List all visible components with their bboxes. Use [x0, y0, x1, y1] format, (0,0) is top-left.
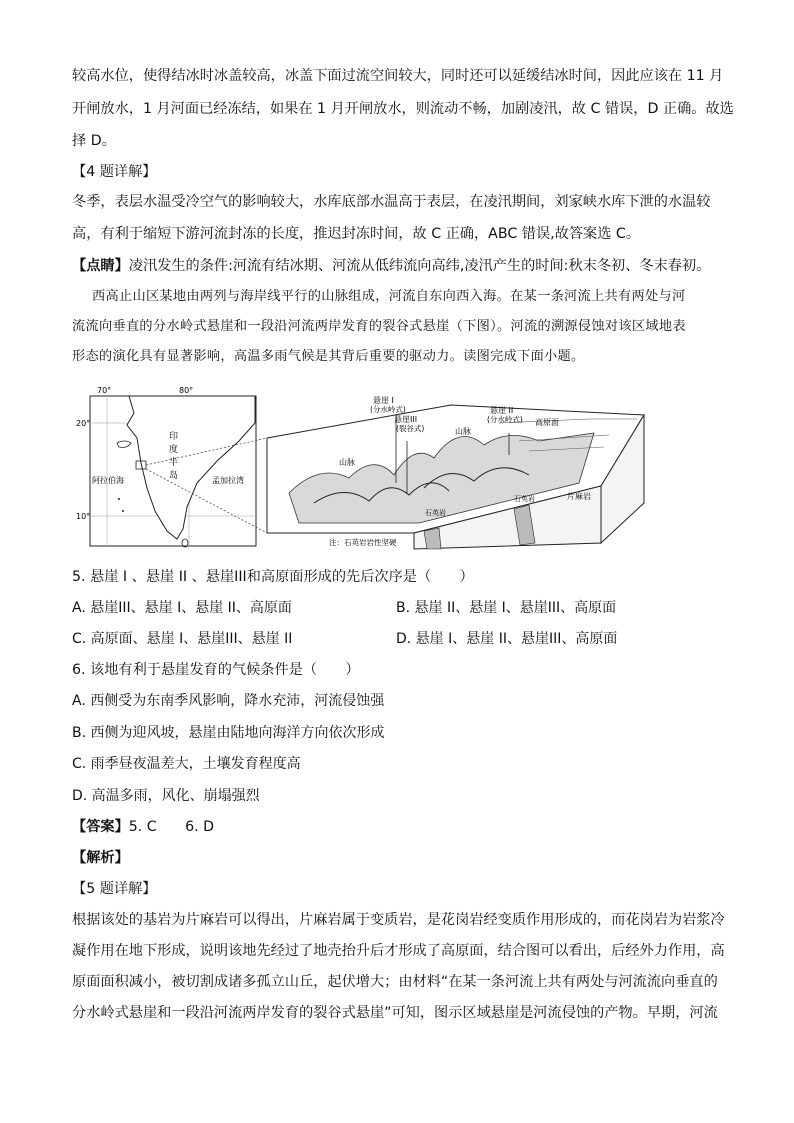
quartzite-label-1: 石英岩: [425, 509, 446, 517]
block-diagram: [267, 395, 644, 549]
text-line-2: 开闸放水，1 月河面已经冻结，如果在 1 月开闸放水，则流动不畅，加剧凌汛，故 C 错误，D 正确。故选: [72, 101, 734, 117]
region-char-4: 岛: [169, 471, 179, 481]
cliff2-label: 悬崖 II: [490, 406, 514, 415]
dianjing-line: [72, 256, 710, 276]
quartzite-label-2: 石英岩: [514, 495, 535, 503]
figure-note: 注：石英岩岩性坚硬: [329, 538, 397, 547]
material-line-2: 流流向垂直的分水岭式悬崖和一段沿河流两岸发育的裂谷式悬崖（下图）。河流的溯源侵蚀对该区域地表: [72, 319, 686, 334]
region-char-1: 印: [169, 432, 179, 442]
lon-label-80: 80°: [179, 386, 194, 395]
q5-option-c: C. 高原面、悬崖 I、悬崖III、悬崖 II: [72, 631, 293, 647]
text-line-3: 择 D。: [72, 133, 116, 149]
mountain-label-1: 山脉: [339, 458, 355, 467]
dianjing-label: 【点睛】: [72, 258, 129, 274]
q6-option-a: A. 西侧受为东南季风影响，降水充沛，河流侵蚀强: [72, 693, 385, 709]
answer-line: [72, 817, 214, 837]
region-char-2: 度: [169, 445, 179, 455]
q5-option-a: A. 悬崖III、悬崖 I、悬崖 II、高原面: [72, 600, 292, 616]
india-map: [76, 386, 267, 547]
sea-arabian: 阿拉伯海: [92, 476, 124, 485]
material-line-3: 形态的演化具有显著影响，高温多雨气候是其背后重要的驱动力。读图完成下面小题。: [72, 349, 585, 364]
cliff1-label: 悬崖 I: [373, 396, 394, 405]
plateau-label: 高原面: [535, 418, 559, 427]
q5-detail-line-4: 分水岭式悬崖和一段沿河流两岸发育的裂谷式悬崖”可知，图示区域悬崖是河流侵蚀的产物。早期，河流: [72, 1005, 718, 1021]
text-line-4b: 高，有利于缩短下游河流封冻的长度，推迟封冻时间，故 C 正确，ABC 错误,故答案选 C。: [72, 226, 641, 242]
text-line-1: 较高水位，使得结冰时冰盖较高，冰盖下面过流空间较大，同时还可以延缓结冰时间，因此应该在 11 月: [72, 68, 724, 84]
q5-detail-line-2: 凝作用在地下形成，说明该地先经过了地壳抬升后才形成了高原面，结合图可以看出，后经外力作用，高: [72, 943, 725, 959]
q6-option-b: B. 西侧为迎风坡，悬崖由陆地向海洋方向依次形成: [72, 725, 385, 741]
q5-detail-line-1: 根据该处的基岩为片麻岩可以得出，片麻岩属于变质岩，是花岗岩经变质作用形成的，而花岗岩为岩浆冷: [72, 912, 725, 928]
q6-option-c: C. 雨季昼夜温差大，土壤发育程度高: [72, 756, 301, 772]
cliff3-type: (裂谷式): [396, 424, 425, 433]
q5-detail-heading: 【5 题详解】: [72, 881, 157, 897]
cliff3-label: 悬崖III: [394, 415, 418, 424]
cliff2-type: (分水岭式): [487, 415, 523, 424]
q5-stem: 5. 悬崖 I 、悬崖 II 、悬崖III和高原面形成的先后次序是（ ）: [72, 569, 474, 585]
figure: [76, 383, 671, 549]
region-char-3: 半: [169, 458, 179, 468]
figure-svg: [76, 383, 671, 549]
text-line-4a: 冬季，表层水温受冷空气的影响较大，水库底部水温高于表层，在凌汛期间，刘家峡水库下泄的水温较: [72, 194, 711, 210]
lat-label-10: 10°: [76, 512, 91, 521]
sea-bengal: 孟加拉湾: [212, 476, 244, 485]
analysis-label: 【解析】: [72, 850, 129, 866]
answer-text: 5. C 6. D: [128, 819, 215, 835]
q4-detail-heading: 【4 题详解】: [72, 164, 157, 180]
q5-option-b: B. 悬崖 II、悬崖 I、悬崖III、高原面: [396, 600, 617, 616]
lon-label-70: 70°: [97, 386, 112, 395]
dianjing-text: 凌汛发生的条件:河流有结冰期、河流从低纬流向高纬,凌汛产生的时间:秋末冬初、冬末春初。: [128, 258, 711, 274]
cliff1-type: (分水岭式): [370, 405, 406, 414]
material-line-1: 西高止山区某地由两列与海岸线平行的山脉组成，河流自东向西入海。在某一条河流上共有两处与河: [92, 289, 686, 304]
q6-stem: 6. 该地有利于悬崖发育的气候条件是（ ）: [72, 662, 360, 678]
q5-option-d: D. 悬崖 I、悬崖 II、悬崖III、高原面: [396, 631, 618, 647]
q5-detail-line-3: 原面面积减小，被切割成诸多孤立山丘，起伏增大；由材料“在某一条河流上共有两处与河流流向垂直的: [72, 974, 718, 990]
answer-label: 【答案】: [72, 819, 129, 835]
q6-option-d: D. 高温多雨，风化、崩塌强烈: [72, 788, 260, 804]
mountain-label-2: 山脉: [455, 427, 471, 436]
lat-label-20: 20°: [76, 419, 91, 428]
schist-label: 片麻岩: [567, 492, 591, 501]
